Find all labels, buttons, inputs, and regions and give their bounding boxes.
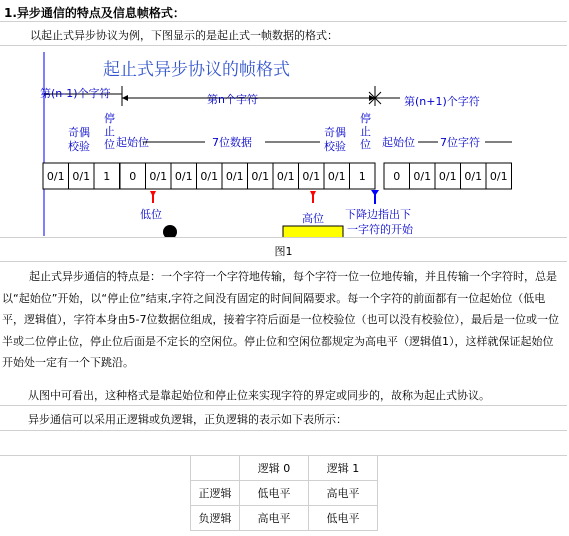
bit-value-next-0: 0	[393, 170, 401, 183]
table-cell: 逻辑 0	[240, 456, 309, 481]
falling-edge-label: 下降边指出下	[345, 208, 411, 221]
bit-value-curr-1: 0/1	[149, 170, 168, 183]
bit-cells	[43, 163, 512, 189]
frame-diagram	[0, 46, 567, 238]
bit-value-curr-7: 0/1	[302, 170, 321, 183]
table-row	[191, 506, 378, 531]
highlight-box	[283, 226, 343, 238]
paragraph-2: 从图中可看出，这种格式是靠起始位和停止位来实现字符的界定或同步的，故称为起止式协议。	[28, 389, 490, 402]
intro-text: 以起止式异步协议为例，下图显示的是起止式一帧数据的格式：	[0, 22, 567, 46]
table-cell: 正逻辑	[191, 481, 240, 506]
bit-value-prev-1: 0/1	[72, 170, 91, 183]
section-title: 1.异步通信的特点及信息帧格式：	[0, 0, 567, 22]
bit-value-curr-4: 0/1	[225, 170, 244, 183]
table-row	[191, 481, 378, 506]
svg-text:止: 止	[360, 125, 371, 138]
bit-value-curr-5: 0/1	[251, 170, 270, 183]
stop-label-1: 停	[104, 112, 115, 125]
next-char-label: 第(n+1)个字符	[404, 95, 480, 108]
svg-text:位: 位	[360, 138, 371, 151]
svg-text:止: 止	[104, 125, 115, 138]
bit-value-curr-8: 0/1	[327, 170, 346, 183]
bit-value-next-4: 0/1	[489, 170, 508, 183]
curr-char-label: 第n个字符	[207, 93, 258, 106]
table-row	[191, 456, 378, 481]
bit-value-prev-2: 1	[103, 170, 111, 183]
svg-text:位: 位	[104, 138, 115, 151]
paragraph-1: 起止式异步通信的特点是：一个字符一个字符地传输，每个字符一位一位地传输，并且传输一个字符时，总是以“起始位”开始，以“停止位”结束,字符之间没有固定的时间间隔要求。每一个字符的前面都有一位起始位（低电平，逻辑值），字符本身由5-7位数据位组成，接着字符后面是一位校验位（也可以没有校验位），最后是一位或一位半或二位停止位，停止位后面是不定长的空闲位。停止位和空闲位都规定为高电平（逻辑值1），这样就保证起始位开始处一定有一个下跳沿。	[2, 270, 559, 369]
svg-text:一字符的开始: 一字符的开始	[347, 223, 413, 236]
bit-value-curr-9: 1	[358, 170, 366, 183]
bit-value-prev-0: 0/1	[46, 170, 65, 183]
circle-icon	[163, 225, 177, 238]
stop-label-2: 停	[360, 112, 371, 125]
start-label-2: 起始位	[382, 136, 415, 149]
table-cell: 高电平	[240, 506, 309, 531]
table-cell: 低电平	[309, 506, 378, 531]
bit-value-curr-2: 0/1	[174, 170, 193, 183]
logic-table	[190, 455, 378, 531]
bit-value-next-3: 0/1	[464, 170, 483, 183]
prev-char-label: 第(n-1)个字符	[40, 87, 111, 100]
paragraph-3: 异步通信可以采用正逻辑或负逻辑，正负逻辑的表示如下表所示：	[28, 413, 347, 426]
figure-heading: 起止式异步协议的帧格式	[103, 60, 290, 80]
low-bit-label: 低位	[140, 208, 162, 221]
parity-label-2: 奇偶	[324, 126, 346, 139]
bit-value-curr-3: 0/1	[200, 170, 219, 183]
table-cell: 负逻辑	[191, 506, 240, 531]
svg-text:校验: 校验	[324, 140, 346, 153]
bit-value-next-1: 0/1	[413, 170, 432, 183]
table-cell	[191, 456, 240, 481]
table-cell: 逻辑 1	[309, 456, 378, 481]
svg-text:校验: 校验	[68, 140, 90, 153]
data7b-label: 7位字符	[440, 136, 480, 149]
bit-value-curr-6: 0/1	[276, 170, 295, 183]
parity-label-1: 奇偶	[68, 126, 90, 139]
bit-value-curr-0: 0	[129, 170, 137, 183]
start-label-1: 起始位	[116, 136, 149, 149]
figure-caption: 图1	[0, 238, 567, 262]
table-cell: 低电平	[240, 481, 309, 506]
table-cell: 高电平	[309, 481, 378, 506]
bit-value-next-2: 0/1	[438, 170, 457, 183]
high-bit-label: 高位	[302, 212, 324, 225]
frame-format-figure	[0, 46, 567, 238]
data7-label: 7位数据	[212, 136, 252, 149]
